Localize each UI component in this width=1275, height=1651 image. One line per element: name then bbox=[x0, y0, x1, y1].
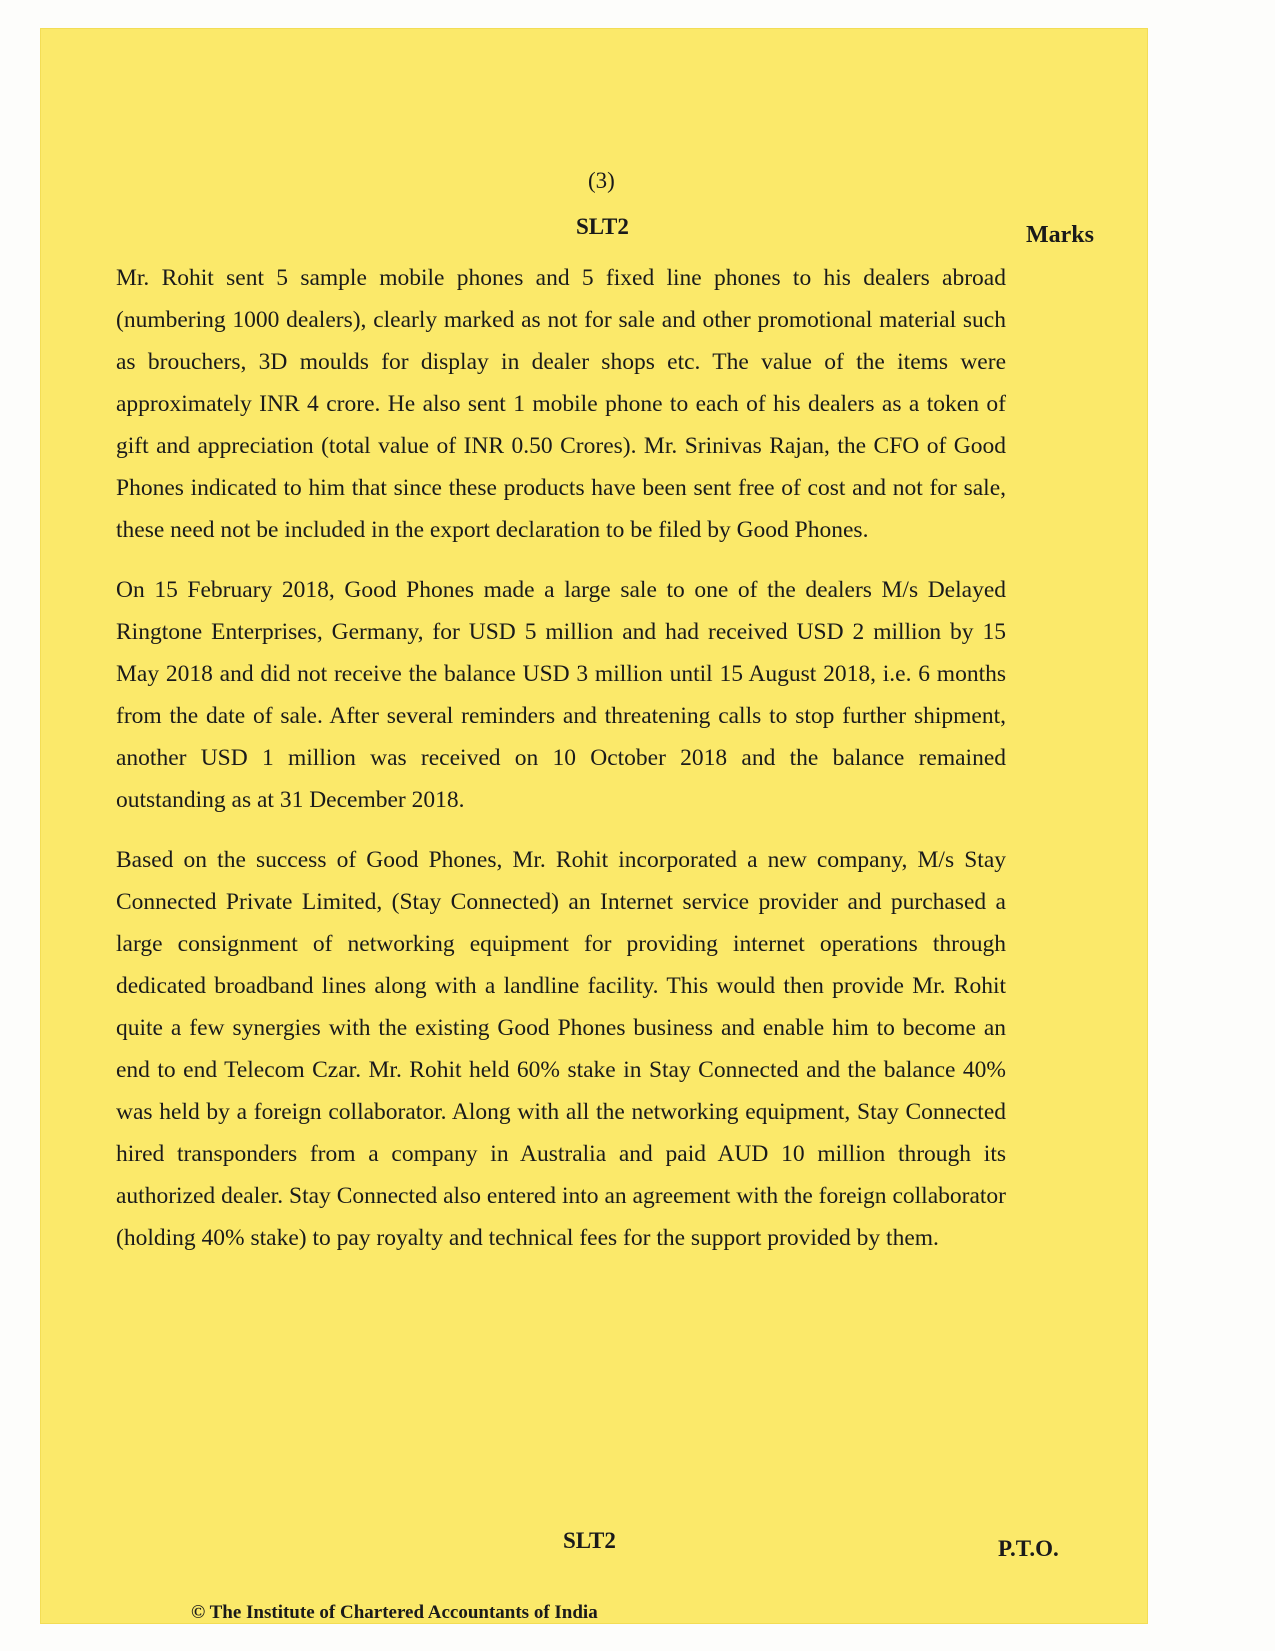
page-number: (3) bbox=[588, 168, 615, 193]
paragraph-sample-phones: Mr. Rohit sent 5 sample mobile phones and 5 fixed line phones to his dealers abroad (numbering 1000 dealers), clearly marked as not for sale and other promotional material such as brouchers, 3D moulds for display in dealer shops etc. The value of the items were approximately INR 4 crore. He also sent 1 mobile phone to each of his dealers as a token of gift and appreciation (total value of INR 0.50 Crores). Mr. Srinivas Rajan, the CFO of Good Phones indicated to him that since these products have been sent free of cost and not for sale, these need not be included in the export declaration to be filed by Good Phones. bbox=[116, 265, 1006, 543]
please-turn-over: P.T.O. bbox=[998, 1536, 1059, 1561]
paragraph-stay-connected: Based on the success of Good Phones, Mr. Rohit incorporated a new company, M/s Stay Connected Private Limited, (Stay Connected) an Internet service provider and purchased a large consignment of networking equipment for providing internet operations through dedicated broadband lines along with a landline facility. This would then provide Mr. Rohit quite a few synergies with the existing Good Phones business and enable him to become an end to end Telecom Czar. Mr. Rohit held 60% stake in Stay Connected and the balance 40% was held by a foreign collaborator. Along with all the networking equipment, Stay Connected hired transponders from a company in Australia and paid AUD 10 million through its authorized dealer. Stay Connected also entered into an agreement with the foreign collaborator (holding 40% stake) to pay royalty and technical fees for the support provided by them. bbox=[116, 847, 1006, 1251]
copyright-notice: © The Institute of Chartered Accountants of India bbox=[191, 1602, 598, 1623]
paper-code-header: SLT2 bbox=[576, 214, 629, 239]
question-body bbox=[116, 257, 1006, 1277]
paragraph-dealer-sale: On 15 February 2018, Good Phones made a large sale to one of the dealers M/s Delayed Ringtone Enterprises, Germany, for USD 5 million and had received USD 2 million by 15 May 2018 and did not receive the balance USD 3 million until 15 August 2018, i.e. 6 months from the date of sale. After several reminders and threatening calls to stop further shipment, another USD 1 million was received on 10 October 2018 and the balance remained outstanding as at 31 December 2018. bbox=[116, 577, 1006, 813]
paper-code-footer: SLT2 bbox=[563, 1528, 616, 1553]
marks-column-label: Marks bbox=[1026, 222, 1094, 248]
exam-page bbox=[40, 28, 1148, 1624]
